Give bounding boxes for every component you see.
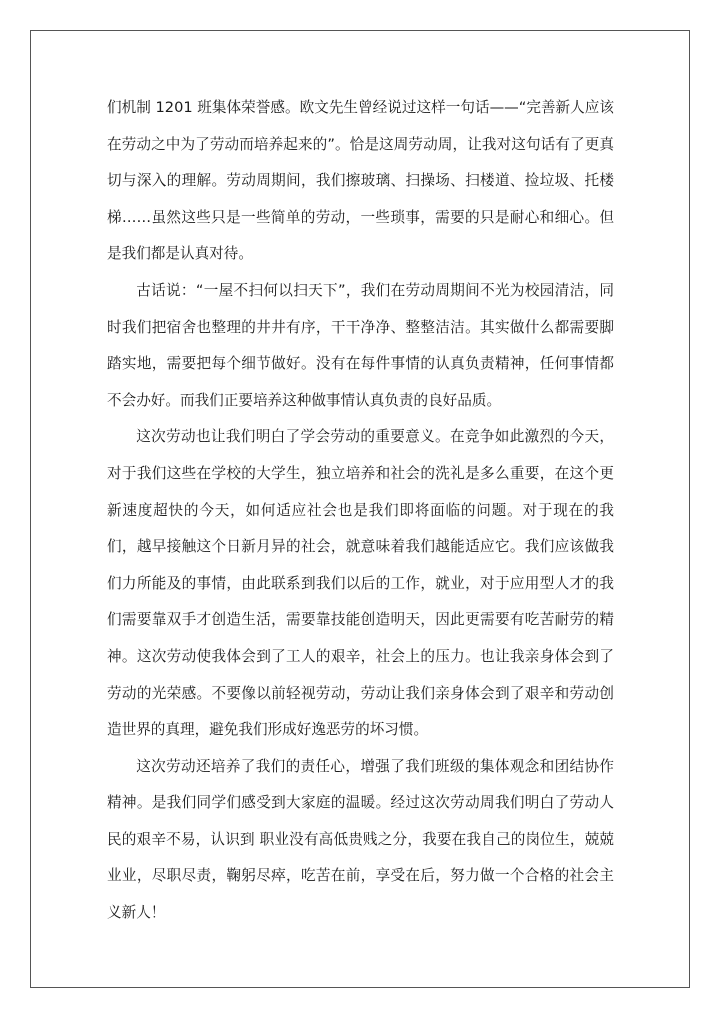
document-body [107,90,614,932]
paragraph-4: 这次劳动还培养了我们的责任心，增强了我们班级的集体观念和团结协作精神。是我们同学们感受到大家庭的温暖。经过这次劳动周我们明白了劳动人民的艰辛不易，认识到 职业没有高低贵贱之分，我要在我自己的岗位生，兢兢业业，尽职尽责，鞠躬尽瘁，吃苦在前，享受在后，努力做一个合格的社会主义新人！ [107,757,614,922]
paragraph-1: 们机制 1201 班集体荣誉感。欧文先生曾经说过这样一句话——“完善新人应该在劳动之中为了劳动而培养起来的”。恰是这周劳动周，让我对这句话有了更真切与深入的理解。劳动周期间，我们擦玻璃、扫操场、扫楼道、捡垃圾、托楼梯……虽然这些只是一些简单的劳动，一些琐事，需要的只是耐心和细心。但是我们都是认真对待。 [107,99,614,263]
paragraph-2: 古话说：“一屋不扫何以扫天下”，我们在劳动周期间不光为校园清洁，同时我们把宿舍也整理的井井有序，干干净净、整整洁洁。其实做什么都需要脚踏实地，需要把每个细节做好。没有在每件事情的认真负责精神，任何事情都不会办好。而我们正要培养这种做事情认真负责的良好品质。 [107,281,614,409]
paragraph-3: 这次劳动也让我们明白了学会劳动的重要意义。在竞争如此激烈的今天，对于我们这些在学校的大学生，独立培养和社会的洗礼是多么重要，在这个更新速度超快的今天，如何适应社会也是我们即将面临的问题。对于现在的我们，越早接触这个日新月异的社会，就意味着我们越能适应它。我们应该做我们力所能及的事情，由此联系到我们以后的工作，就业，对于应用型人才的我们需要靠双手才创造生活，需要靠技能创造明天，因此更需要有吃苦耐劳的精神。这次劳动使我体会到了工人的艰辛，社会上的压力。也让我亲身体会到了劳动的光荣感。不要像以前轻视劳动，劳动让我们亲身体会到了艰辛和劳动创造世界的真理，避免我们形成好逸恶劳的坏习惯。 [107,428,614,739]
